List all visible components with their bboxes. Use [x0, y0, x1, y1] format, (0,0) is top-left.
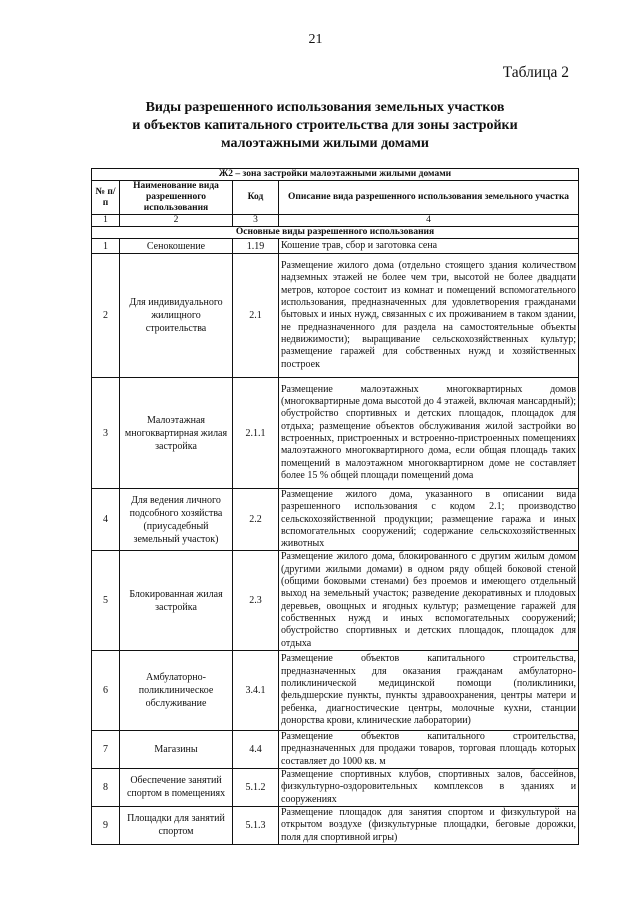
- row-code: 4.4: [233, 730, 279, 768]
- row-description: Размещение объектов капитального строительства, предназначенных для оказания гражданам амбулаторно-поликлинической медицинской помощи (поликлиники, фельдшерские пункты, пункты здравоохранения, центры матери и ребенка, диагностические центры, молочные кухни, станции донорства крови, клинические лаборатории): [279, 650, 579, 730]
- page-number: 21: [308, 32, 323, 47]
- row-description: Размещение объектов капитального строительства, предназначенных для продажи товаров, торговая площадь которых составляет до 1000 кв. м: [279, 730, 579, 768]
- column-header-row: [92, 181, 579, 215]
- title-line-1: Виды разрешенного использования земельных участков: [145, 100, 505, 115]
- title-line-2: и объектов капитального строительства для зоны застройки: [132, 118, 518, 133]
- permitted-uses-table: [91, 168, 579, 845]
- column-number: 4: [279, 215, 579, 227]
- row-code: 2.1: [233, 254, 279, 378]
- table-row: [92, 650, 579, 730]
- row-description: Размещение малоэтажных многоквартирных домов (многоквартирные дома высотой до 4 этажей, включая мансардный); обустройство спортивных и детских площадок, площадок для отдыха; размещение объектов обслуживания жилой застройки во встроенных, пристроенных и встроенно-пристроенных помещениях малоэтажного многоквартирного дома, если общая площадь таких помещений в малоэтажном многоквартирном доме не составляет более 15 % общей площади помещений дома: [279, 378, 579, 489]
- row-number: 9: [92, 806, 120, 844]
- row-name: Для индивидуального жилищного строительства: [120, 254, 233, 378]
- header-name: Наименование вида разрешенного использования: [120, 181, 233, 215]
- header-num: № п/п: [92, 181, 120, 215]
- column-number: 1: [92, 215, 120, 227]
- table-row: [92, 378, 579, 489]
- row-number: 3: [92, 378, 120, 489]
- table-row: [92, 730, 579, 768]
- section-row: [92, 227, 579, 239]
- row-number: 4: [92, 489, 120, 551]
- row-name: Амбулаторно-поликлиническое обслуживание: [120, 650, 233, 730]
- zone-header-row: [92, 169, 579, 181]
- table-row: [92, 239, 579, 254]
- row-number: 7: [92, 730, 120, 768]
- row-code: 2.2: [233, 489, 279, 551]
- table-row: [92, 768, 579, 806]
- table-label: Таблица 2: [502, 64, 569, 81]
- row-description: Размещение площадок для занятия спортом и физкультурой на открытом воздухе (физкультурные площадки, беговые дорожки, поля для спортивной игры): [279, 806, 579, 844]
- row-number: 1: [92, 239, 120, 254]
- row-number: 2: [92, 254, 120, 378]
- row-description: Кошение трав, сбор и заготовка сена: [279, 239, 579, 254]
- row-code: 2.1.1: [233, 378, 279, 489]
- row-name: Обеспечение занятий спортом в помещениях: [120, 768, 233, 806]
- row-name: Площадки для занятий спортом: [120, 806, 233, 844]
- row-code: 5.1.3: [233, 806, 279, 844]
- row-name: Сенокошение: [120, 239, 233, 254]
- row-name: Магазины: [120, 730, 233, 768]
- row-code: 2.3: [233, 551, 279, 650]
- section-title: Основные виды разрешенного использования: [92, 227, 579, 239]
- document-title: [90, 99, 560, 153]
- row-number: 8: [92, 768, 120, 806]
- row-number: 5: [92, 551, 120, 650]
- column-number: 3: [233, 215, 279, 227]
- table-row: [92, 489, 579, 551]
- table-row: [92, 551, 579, 650]
- header-code: Код: [233, 181, 279, 215]
- row-description: Размещение жилого дома, блокированного с другим жилым домом (другими жилыми домами) в одном ряду общей боковой стеной (общими боковыми стенами) без проемов и имеющего отдельный выход на земельный участок; разведение декоративных и плодовых деревьев, овощных и ягодных культур; размещение гаражей для собственных нужд и иных вспомогательных сооружений; обустройство спортивных и детских площадок, площадок для отдыха: [279, 551, 579, 650]
- row-name: Блокированная жилая застройка: [120, 551, 233, 650]
- row-description: Размещение спортивных клубов, спортивных залов, бассейнов, физкультурно-оздоровительных комплексов в зданиях и сооружениях: [279, 768, 579, 806]
- column-number-row: [92, 215, 579, 227]
- row-number: 6: [92, 650, 120, 730]
- table-row: [92, 806, 579, 844]
- row-code: 1.19: [233, 239, 279, 254]
- row-description: Размещение жилого дома (отдельно стоящего здания количеством надземных этажей не более чем три, высотой не более двадцати метров, которое состоит из комнат и помещений вспомогательного использования, предназначенных для удовлетворения гражданами бытовых и иных нужд, связанных с их проживанием в таком здании, не предназначенного для раздела на самостоятельные объекты недвижимости); выращивание сельскохозяйственных культур; размещение гаражей для собственных нужд и хозяйственных построек: [279, 254, 579, 378]
- header-description: Описание вида разрешенного использования земельного участка: [279, 181, 579, 215]
- table-row: [92, 254, 579, 378]
- row-name: Для ведения личного подсобного хозяйства (приусадебный земельный участок): [120, 489, 233, 551]
- row-code: 5.1.2: [233, 768, 279, 806]
- column-number: 2: [120, 215, 233, 227]
- title-line-3: малоэтажными жилыми домами: [221, 136, 429, 151]
- row-description: Размещение жилого дома, указанного в описании вида разрешенного использования с кодом 2.1; производство сельскохозяйственной продукции; размещение гаража и иных вспомогательных сооружений; содержание сельскохозяйственных животных: [279, 489, 579, 551]
- row-code: 3.4.1: [233, 650, 279, 730]
- zone-header: Ж2 – зона застройки малоэтажными жилыми домами: [92, 169, 579, 181]
- row-name: Малоэтажная многоквартирная жилая застройка: [120, 378, 233, 489]
